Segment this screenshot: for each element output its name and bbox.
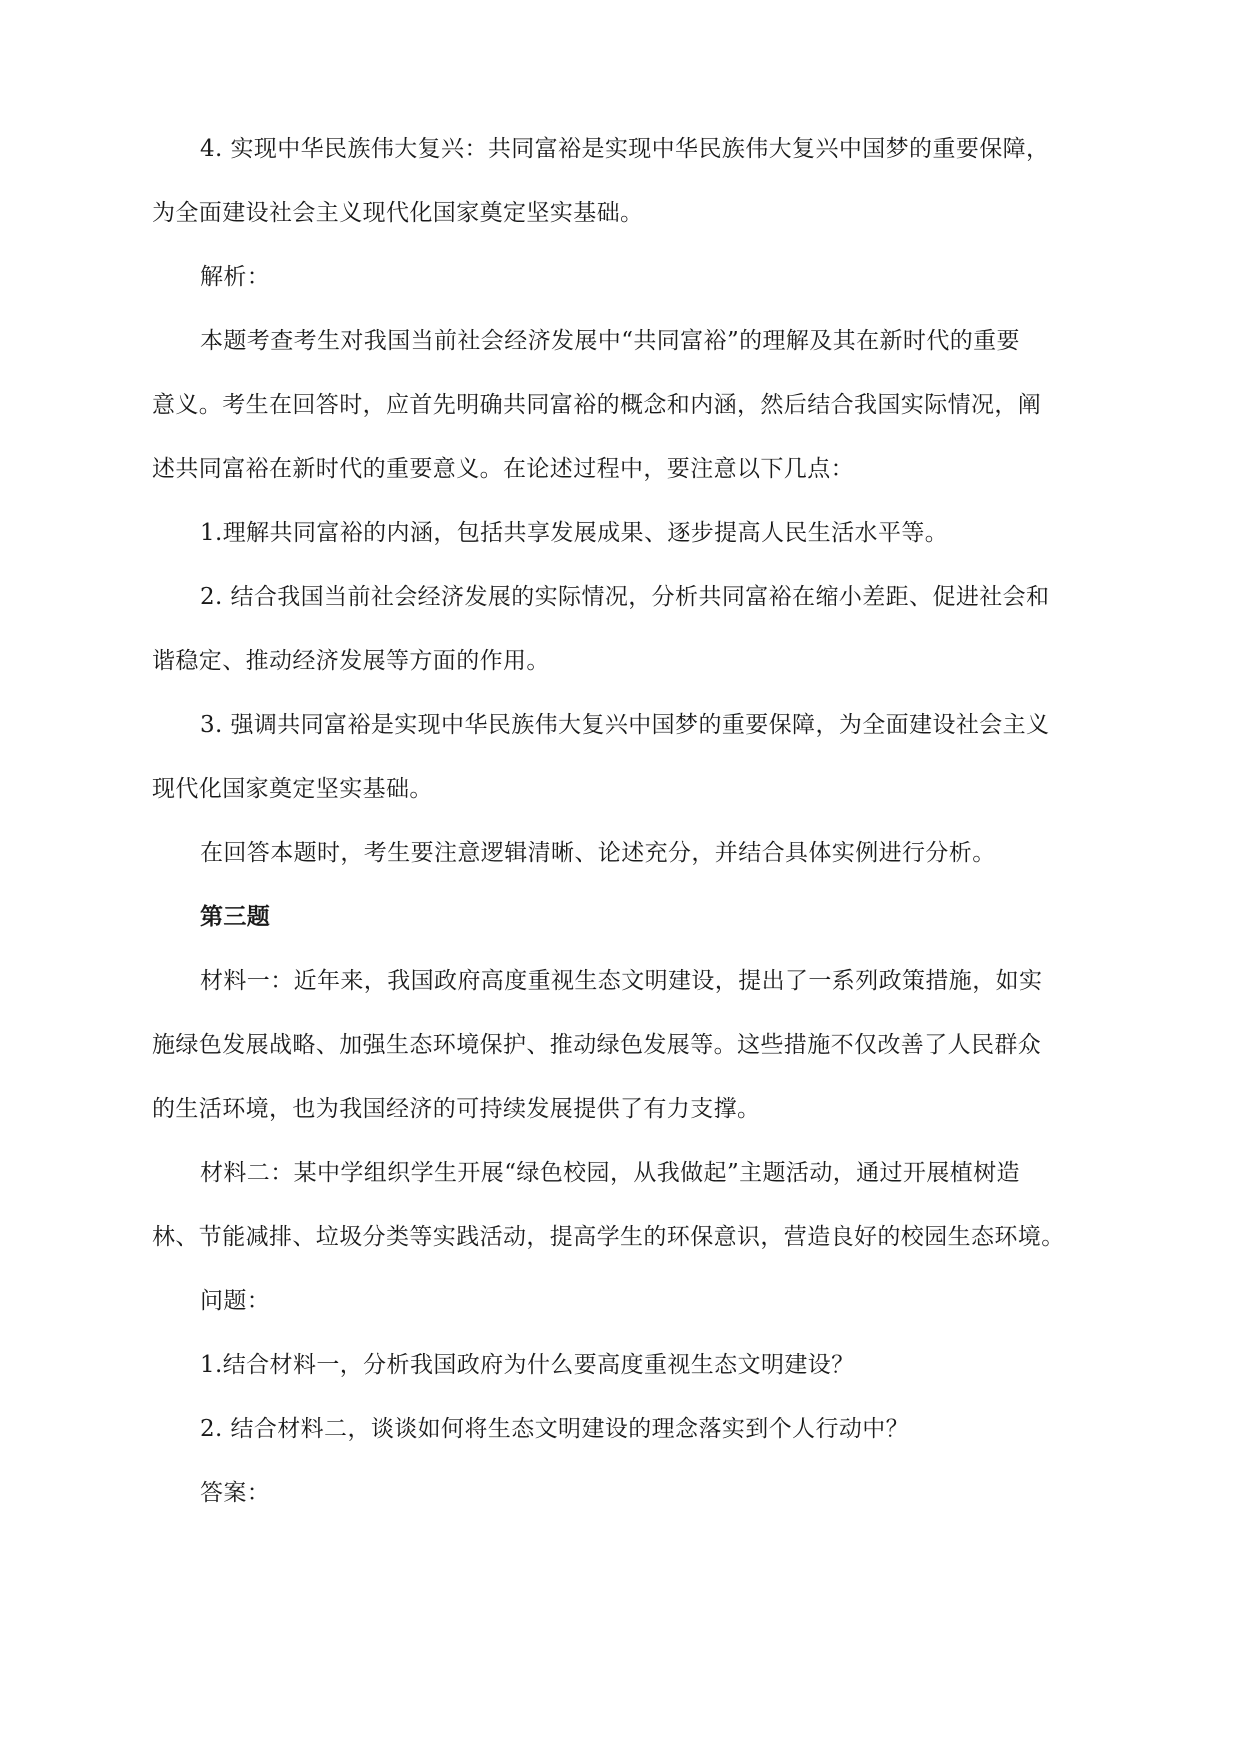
analysis-point-3-line-2: 现代化国家奠定坚实基础。 <box>152 776 433 802</box>
analysis-label: 解析： <box>200 264 271 290</box>
analysis-intro-line-2: 意义。考生在回答时，应首先明确共同富裕的概念和内涵，然后结合我国实际情况，阐 <box>152 392 1042 418</box>
question-3-heading: 第三题 <box>200 903 271 930</box>
point-4-line-2: 为全面建设社会主义现代化国家奠定坚实基础。 <box>152 200 644 226</box>
material-2-line-2: 林、节能减排、垃圾分类等实践活动，提高学生的环保意识，营造良好的校园生态环境。 <box>152 1224 1065 1250</box>
analysis-point-2-line-1: 2. 结合我国当前社会经济发展的实际情况，分析共同富裕在缩小差距、促进社会和 <box>200 584 1050 610</box>
point-4-line-1: 4. 实现中华民族伟大复兴：共同富裕是实现中华民族伟大复兴中国梦的重要保障， <box>200 136 1050 162</box>
material-1-line-1: 材料一：近年来，我国政府高度重视生态文明建设，提出了一系列政策措施，如实 <box>200 968 1043 994</box>
analysis-intro-line-3: 述共同富裕在新时代的重要意义。在论述过程中，要注意以下几点： <box>152 456 854 482</box>
question-2: 2. 结合材料二，谈谈如何将生态文明建设的理念落实到个人行动中？ <box>200 1416 910 1442</box>
answer-label: 答案： <box>200 1480 271 1506</box>
material-2-line-1: 材料二：某中学组织学生开展“绿色校园，从我做起”主题活动，通过开展植树造 <box>200 1160 1020 1186</box>
question-1: 1.结合材料一，分析我国政府为什么要高度重视生态文明建设？ <box>200 1352 855 1378</box>
analysis-point-3-line-1: 3. 强调共同富裕是实现中华民族伟大复兴中国梦的重要保障，为全面建设社会主义 <box>200 712 1050 738</box>
analysis-point-2-line-2: 谐稳定、推动经济发展等方面的作用。 <box>152 648 550 674</box>
material-1-line-2: 施绿色发展战略、加强生态环境保护、推动绿色发展等。这些措施不仅改善了人民群众 <box>152 1032 1042 1058</box>
question-label: 问题： <box>200 1288 271 1314</box>
analysis-point-1: 1.理解共同富裕的内涵，包括共享发展成果、逐步提高人民生活水平等。 <box>200 520 949 546</box>
material-1-line-3: 的生活环境，也为我国经济的可持续发展提供了有力支撑。 <box>152 1096 761 1122</box>
analysis-closing: 在回答本题时，考生要注意逻辑清晰、论述充分，并结合具体实例进行分析。 <box>200 840 996 866</box>
analysis-intro-line-1: 本题考查考生对我国当前社会经济发展中“共同富裕”的理解及其在新时代的重要 <box>200 328 1020 354</box>
